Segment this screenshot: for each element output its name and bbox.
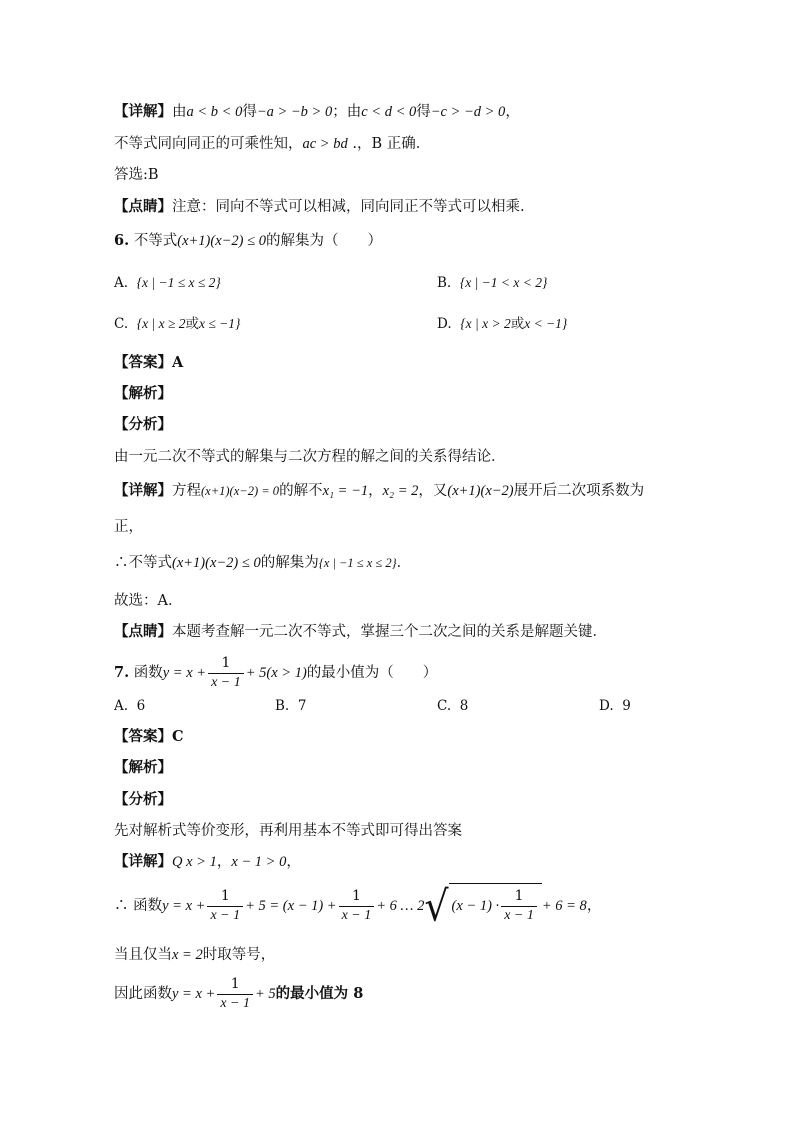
- option-c: C. {x | x ≥ 2或x ≤ −1}: [114, 316, 241, 332]
- q7-detail-line-4: 因此函数 y = x + $\frac{1}{x - 1}$ + 5 的最小值为 8: [114, 974, 363, 1014]
- math-expr: {x | −1 ≤ x ≤ 2}: [318, 556, 397, 570]
- q6-detail-line-3: ∴不等式(x+1)(x−2) ≤ 0的解集为{x | −1 ≤ x ≤ 2}．: [114, 555, 412, 571]
- math-expr: x < −1}: [524, 316, 568, 331]
- option-b: B. {x | −1 < x < 2}: [437, 275, 548, 291]
- math-expr: (x+1)(x−2) ≤ 0: [172, 555, 261, 571]
- q6-fenxi-tag: 【分析】: [114, 416, 172, 433]
- math-expr: x ≤ −1}: [199, 316, 241, 331]
- math-expr: (x+1)(x−2): [447, 483, 514, 499]
- math-expr: (x − 1) ·: [451, 897, 500, 914]
- fraction: $\frac{1}{x - 1}$: [339, 889, 375, 923]
- q7-detail-line-1: 【详解】Q x > 1，x − 1 > 0，: [114, 853, 301, 870]
- math-expr: (x+1)(x−2) ≤ 0: [177, 233, 266, 249]
- math-expr: y = x +: [162, 665, 207, 681]
- math-expr: (x+1)(x−2) = 0: [201, 484, 280, 498]
- radical-icon: √: [424, 881, 449, 931]
- tip-line: 【点睛】注意：同向不等式可以相减，同向同正不等式可以相乘.: [114, 198, 525, 215]
- fraction: $\frac{1}{x - 1}$: [501, 889, 537, 923]
- q7-option-c: C. 8: [437, 698, 469, 714]
- detail-line-1: 【详解】由a < b < 0得−a > −b > 0；由c < d < 0得−c > −d > 0，: [114, 103, 520, 120]
- math-expr: a < b < 0: [186, 104, 243, 120]
- q6-conclusion: 故选：A．: [114, 593, 183, 609]
- math-expr: + 6 … 2: [376, 898, 425, 914]
- q7-option-b: B. 7: [275, 698, 307, 714]
- question-6-stem: 6. 不等式(x+1)(x−2) ≤ 0的解集为（ ）: [114, 232, 382, 249]
- q7-option-a: A. 6: [114, 698, 146, 714]
- math-expr: y = x +: [172, 986, 216, 1002]
- detail-tag: 【详解】: [114, 103, 172, 120]
- math-expr: + 5: [255, 986, 276, 1002]
- q6-detail-line-1: 【详解】方程(x+1)(x−2) = 0的解不x₁ = −1，x₂ = 2，又(x+1)(x−2)展开后二次项系数为: [114, 482, 645, 499]
- math-expr: x − 1 > 0: [231, 854, 287, 870]
- math-expr: c < d < 0: [361, 104, 417, 120]
- math-expr: −a > −b > 0: [256, 104, 333, 120]
- math-expr: x₁ = −1: [322, 483, 369, 499]
- question-number: 6.: [114, 232, 130, 249]
- math-expr: −c > −d > 0: [430, 104, 506, 120]
- square-root: [424, 881, 542, 931]
- option-a: A. {x | −1 ≤ x ≤ 2}: [114, 275, 221, 291]
- q6-tip: 【点睛】本题考查解一元二次不等式，掌握三个二次之间的关系是解题关键．: [114, 623, 607, 640]
- fraction: $\frac{1}{x - 1}$: [217, 977, 253, 1011]
- q6-detail-line-2: 正，: [114, 519, 143, 535]
- q7-analysis-tag: 【解析】: [114, 759, 172, 776]
- fraction: $\frac{1}{x - 1}$: [207, 889, 243, 923]
- math-expr: + 5 = (x − 1) +: [245, 898, 337, 914]
- math-expr: x = 2: [172, 947, 203, 963]
- q6-answer: 【答案】A: [114, 354, 184, 371]
- math-expr: x₂ = 2: [382, 483, 419, 499]
- math-expr: y = x +: [162, 898, 206, 914]
- detail-line-2: 不等式同向同正的可乘性知，ac > bd .，B 正确．: [114, 136, 431, 152]
- q7-fenxi-text: 先对解析式等价变形，再利用基本不等式即可得出答案: [114, 823, 462, 839]
- q7-fenxi-tag: 【分析】: [114, 791, 172, 808]
- q7-detail-line-3: 当且仅当x = 2时取等号，: [114, 947, 276, 963]
- q7-answer: 【答案】C: [114, 728, 184, 745]
- q6-fenxi-text: 由一元二次不等式的解集与二次方程的解之间的关系得结论．: [114, 449, 506, 465]
- q7-detail-line-2: ∴ 函数 y = x + $\frac{1}{x - 1}$ + 5 = (x − 1) + $\frac{1}{x - 1}$ + 6 … 2 √ (x − 1) · $\frac{1}{x - 1}$ + 6 = 8 ，: [114, 881, 602, 931]
- math-expr: {x | −1 ≤ x ≤ 2}: [136, 275, 221, 290]
- tip-tag: 【点睛】: [114, 198, 172, 215]
- answer-select-line: 答选:B: [114, 167, 159, 183]
- question-number: 7.: [114, 664, 130, 681]
- math-expr: {x | x ≥ 2: [136, 316, 186, 331]
- math-expr: Q x > 1: [172, 854, 217, 870]
- math-expr: {x | −1 < x < 2}: [459, 275, 548, 290]
- math-expr: {x | x > 2: [460, 316, 511, 331]
- math-expr: ac > bd: [302, 136, 348, 152]
- option-d: D. {x | x > 2或x < −1}: [437, 316, 568, 332]
- math-expr: + 5(x > 1): [245, 665, 307, 681]
- fraction: $\frac{1}{x - 1}$: [208, 656, 244, 690]
- q7-option-d: D. 9: [599, 698, 631, 714]
- question-7-stem: 7. 函数y = x + $\frac{1}{x - 1}$ + 5(x > 1)的最小值为（ ）: [114, 655, 438, 690]
- q6-analysis-tag: 【解析】: [114, 385, 172, 402]
- math-expr: + 6 = 8: [541, 898, 587, 914]
